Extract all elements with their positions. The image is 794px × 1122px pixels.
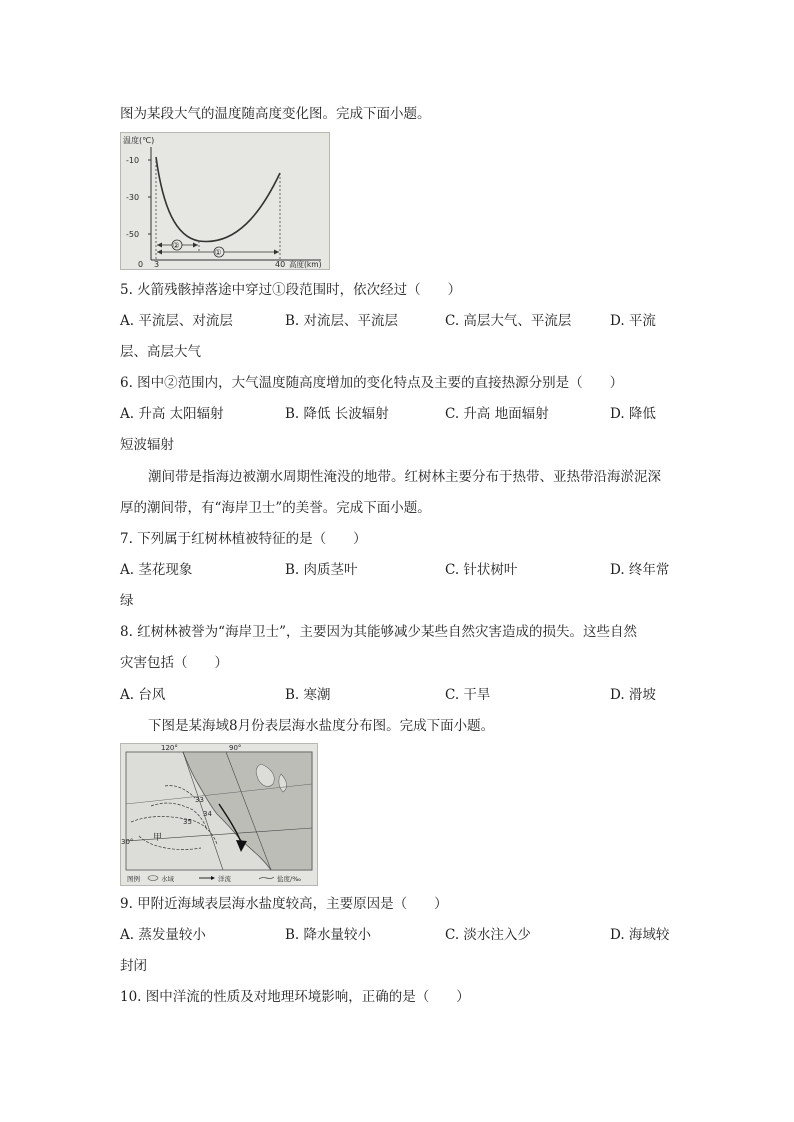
question-10-stem: 10. 图中洋流的性质及对地理环境影响，正确的是（ ）	[120, 989, 470, 1005]
q6-option-c[interactable]: C. 升高 地面辐射	[445, 406, 549, 422]
y-axis-title: 温度(℃)	[123, 136, 155, 145]
temperature-curve	[156, 157, 280, 242]
q7-option-d[interactable]: D. 终年常	[610, 562, 670, 578]
question-7-stem: 7. 下列属于红树林植被特征的是（ ）	[120, 531, 367, 547]
q5-option-c[interactable]: C. 高层大气、平流层	[445, 313, 572, 329]
intro-text-3: 下图是某海域8月份表层海水盐度分布图。完成下面小题。	[148, 718, 495, 734]
intro-text-2-line-1: 潮间带是指海边被潮水周期性淹没的地带。红树林主要分布于热带、亚热带沿海淤泥深	[148, 469, 661, 485]
longitude-120-label: 120°	[161, 744, 178, 752]
isohaline-label-35: 35	[183, 818, 192, 826]
x-tick-label: 0	[138, 260, 144, 269]
x-tick-label: 40	[275, 260, 286, 269]
q5-option-b[interactable]: B. 对流层、平流层	[285, 313, 399, 329]
legend-water-symbol	[148, 876, 158, 881]
q9-option-a[interactable]: A. 蒸发量较小	[120, 927, 206, 943]
question-6-stem: 6. 图中②范围内，大气温度随高度增加的变化特点及主要的直接热源分别是（ ）	[120, 375, 624, 391]
legend-current-label: 洋流	[218, 875, 231, 883]
q7-option-b[interactable]: B. 肉质茎叶	[285, 562, 358, 578]
q7-option-d-wrap: 绿	[120, 593, 134, 609]
legend-water-label: 水域	[161, 875, 174, 883]
q8-option-a[interactable]: A. 台风	[120, 687, 166, 703]
legend-title: 图例	[127, 875, 140, 883]
latitude-30-label: 30°	[121, 838, 134, 846]
temperature-curve-plot	[121, 133, 329, 269]
y-tick-label: -50	[126, 230, 140, 239]
q6-option-d[interactable]: D. 降低	[610, 406, 656, 422]
isohaline-label-33: 33	[195, 796, 204, 804]
question-9-stem: 9. 甲附近海域表层海水盐度较高，主要原因是（ ）	[120, 896, 448, 912]
q6-option-b[interactable]: B. 降低 长波辐射	[285, 406, 389, 422]
q5-option-d-wrap: 层、高层大气	[120, 344, 201, 360]
q9-option-d-wrap: 封闭	[120, 958, 147, 974]
intro-text-2-line-2: 厚的潮间带，有“海岸卫士”的美誉。完成下面小题。	[120, 500, 431, 516]
salinity-map	[121, 744, 317, 885]
y-tick-label: -10	[126, 156, 140, 165]
q9-option-b[interactable]: B. 降水量较小	[285, 927, 372, 943]
q7-option-a[interactable]: A. 茎花现象	[120, 562, 193, 578]
q8-option-c[interactable]: C. 干旱	[445, 687, 491, 703]
x-axis-unit: 高度(km)	[289, 260, 322, 269]
place-jia-label: 甲	[153, 833, 163, 843]
q6-option-a[interactable]: A. 升高 太阳辐射	[120, 406, 224, 422]
legend-isohaline-label: 盐度/‰	[277, 875, 301, 883]
q9-option-c[interactable]: C. 淡水注入少	[445, 927, 531, 943]
longitude-90-label: 90°	[229, 744, 242, 752]
q5-option-d[interactable]: D. 平流	[610, 313, 656, 329]
legend-isohaline-symbol	[259, 877, 274, 879]
x-tick-label: 3	[154, 260, 160, 269]
temperature-altitude-figure	[120, 132, 330, 270]
question-8-stem-line-2: 灾害包括（ ）	[120, 655, 228, 671]
q8-option-b[interactable]: B. 寒潮	[285, 687, 331, 703]
q5-option-a[interactable]: A. 平流层、对流层	[120, 313, 233, 329]
q8-option-d[interactable]: D. 滑坡	[610, 687, 656, 703]
segment-2-label: ②	[172, 241, 180, 250]
question-5-stem: 5. 火箭残骸掉落途中穿过①段范围时，依次经过（ ）	[120, 282, 462, 298]
question-8-stem-line-1: 8. 红树林被誉为“海岸卫士”，主要因为其能够减少某些自然灾害造成的损失。这些自然	[120, 624, 637, 640]
segment-1-label: ①	[214, 248, 222, 257]
q7-option-c[interactable]: C. 针状树叶	[445, 562, 518, 578]
isohaline-label-34: 34	[203, 810, 212, 818]
q9-option-d[interactable]: D. 海域较	[610, 927, 670, 943]
q6-option-d-wrap: 短波辐射	[120, 437, 174, 453]
salinity-map-figure	[120, 743, 318, 886]
y-tick-label: -30	[126, 193, 140, 202]
intro-text-1: 图为某段大气的温度随高度变化图。完成下面小题。	[120, 106, 431, 122]
